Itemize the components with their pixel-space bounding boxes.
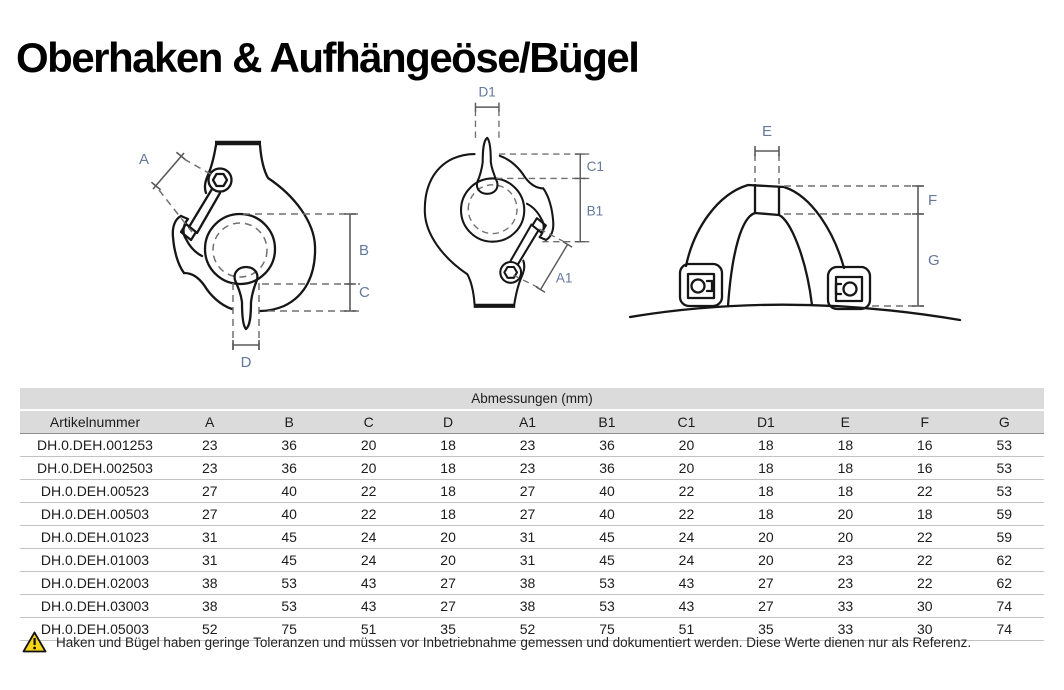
column-header-d: D	[408, 410, 487, 434]
table-body	[20, 434, 1044, 641]
column-header-c1: C1	[647, 410, 726, 434]
dimension-value: 38	[488, 595, 567, 618]
dimension-value: 62	[965, 572, 1044, 595]
table-header-row	[20, 410, 1044, 434]
dimension-value: 27	[488, 503, 567, 526]
dimension-value: 40	[567, 503, 646, 526]
dimension-value: 30	[885, 595, 964, 618]
table-row	[20, 572, 1044, 595]
column-header-d1: D1	[726, 410, 805, 434]
dimension-value: 53	[965, 457, 1044, 480]
dimension-value: 22	[885, 526, 964, 549]
table-row	[20, 434, 1044, 457]
column-header-c: C	[329, 410, 408, 434]
dimension-value: 40	[249, 480, 328, 503]
column-header-g: G	[965, 410, 1044, 434]
dimension-value: 36	[249, 457, 328, 480]
table-row	[20, 503, 1044, 526]
dimension-value: 20	[329, 457, 408, 480]
dimension-value: 75	[249, 618, 328, 641]
dimension-value: 22	[647, 503, 726, 526]
article-number: DH.0.DEH.01003	[20, 549, 170, 572]
dimension-value: 33	[806, 618, 885, 641]
diagram-hook-front-view	[128, 83, 388, 383]
dimension-value: 27	[726, 595, 805, 618]
dim-label-b1: B1	[586, 203, 604, 219]
dimension-value: 38	[170, 572, 249, 595]
dimension-value: 45	[249, 549, 328, 572]
footer-note	[22, 631, 1044, 653]
diagram-shackle-view	[628, 116, 963, 338]
dimension-value: 20	[647, 457, 726, 480]
dim-label-d1: D1	[478, 84, 496, 100]
dimension-value: 20	[806, 526, 885, 549]
page-title: Oberhaken & Aufhängeöse/Bügel	[16, 34, 639, 82]
dimension-value: 36	[567, 434, 646, 457]
article-number: DH.0.DEH.05003	[20, 618, 170, 641]
dimension-value: 24	[329, 526, 408, 549]
dimension-value: 22	[329, 480, 408, 503]
dimension-value: 35	[726, 618, 805, 641]
dimension-value: 18	[726, 457, 805, 480]
column-header-f: F	[885, 410, 964, 434]
column-header-a1: A1	[488, 410, 567, 434]
article-number: DH.0.DEH.01023	[20, 526, 170, 549]
dimension-value: 38	[488, 572, 567, 595]
dimension-value: 27	[170, 480, 249, 503]
dimension-value: 52	[488, 618, 567, 641]
dimension-value: 18	[806, 480, 885, 503]
dimension-value: 53	[567, 572, 646, 595]
article-number: DH.0.DEH.002503	[20, 457, 170, 480]
hook-back-illustration	[425, 138, 554, 306]
dimension-value: 74	[965, 618, 1044, 641]
table-caption: Abmessungen (mm)	[20, 388, 1044, 410]
dimension-value: 20	[647, 434, 726, 457]
dimension-value: 22	[329, 503, 408, 526]
dim-label-g: G	[928, 252, 940, 269]
dimension-value: 40	[567, 480, 646, 503]
dimension-value: 27	[408, 595, 487, 618]
dimension-value: 22	[885, 549, 964, 572]
dim-label-d: D	[240, 354, 252, 371]
column-header-b: B	[249, 410, 328, 434]
table-row	[20, 595, 1044, 618]
hook-front-illustration	[173, 143, 315, 329]
dimension-value: 20	[408, 526, 487, 549]
dimension-value: 36	[567, 457, 646, 480]
table-row	[20, 480, 1044, 503]
column-header-b1: B1	[567, 410, 646, 434]
table-caption-row	[20, 388, 1044, 410]
dimension-value: 53	[965, 480, 1044, 503]
table-row	[20, 549, 1044, 572]
dimension-value: 59	[965, 526, 1044, 549]
article-number: DH.0.DEH.03003	[20, 595, 170, 618]
dimension-value: 22	[885, 572, 964, 595]
dimension-value: 45	[249, 526, 328, 549]
dimension-value: 24	[329, 549, 408, 572]
dimension-value: 74	[965, 595, 1044, 618]
dimension-value: 43	[329, 572, 408, 595]
dimension-value: 23	[170, 457, 249, 480]
dimension-value: 23	[806, 572, 885, 595]
dimension-value: 18	[726, 503, 805, 526]
dim-label-e: E	[761, 123, 773, 140]
dimension-value: 20	[806, 503, 885, 526]
dim-label-f: F	[928, 192, 938, 209]
dimension-value: 59	[965, 503, 1044, 526]
article-number: DH.0.DEH.00523	[20, 480, 170, 503]
shackle-illustration	[630, 185, 960, 320]
dimension-value: 23	[170, 434, 249, 457]
dimension-value: 23	[806, 549, 885, 572]
dimension-value: 31	[488, 549, 567, 572]
article-number: DH.0.DEH.001253	[20, 434, 170, 457]
dimension-value: 18	[806, 434, 885, 457]
table-row	[20, 457, 1044, 480]
dim-label-a: A	[138, 151, 150, 168]
dimension-value: 53	[965, 434, 1044, 457]
dimension-value: 51	[647, 618, 726, 641]
dimension-value: 20	[726, 526, 805, 549]
dimension-value: 20	[329, 434, 408, 457]
dimension-value: 18	[885, 503, 964, 526]
dimension-value: 52	[170, 618, 249, 641]
dimension-value: 62	[965, 549, 1044, 572]
dimension-value: 40	[249, 503, 328, 526]
column-header-artikelnummer: Artikelnummer	[20, 410, 170, 434]
dimension-value: 24	[647, 526, 726, 549]
footer-note-text: Haken und Bügel haben geringe Toleranzen und müssen vor Inbetriebnahme gemessen und dokumentiert werden. Diese Werte dienen nur als Referenz.	[56, 634, 972, 650]
dimension-value: 27	[170, 503, 249, 526]
article-number: DH.0.DEH.00503	[20, 503, 170, 526]
article-number: DH.0.DEH.02003	[20, 572, 170, 595]
dimension-value: 27	[726, 572, 805, 595]
dimension-value: 43	[647, 595, 726, 618]
dimension-value: 23	[488, 457, 567, 480]
dimension-value: 30	[885, 618, 964, 641]
dimension-value: 27	[488, 480, 567, 503]
dim-label-c1: C1	[586, 159, 604, 175]
dimension-value: 18	[408, 480, 487, 503]
dimension-value: 18	[806, 457, 885, 480]
dimension-value: 16	[885, 434, 964, 457]
column-header-e: E	[806, 410, 885, 434]
dimension-value: 18	[726, 480, 805, 503]
column-header-a: A	[170, 410, 249, 434]
diagram-hook-back-view	[395, 80, 630, 351]
hook-front-dimensions	[139, 151, 370, 371]
dimensions-table	[20, 388, 1044, 641]
dimension-value: 22	[647, 480, 726, 503]
dimension-value: 18	[408, 434, 487, 457]
dim-label-a1: A1	[555, 270, 573, 286]
dim-label-c: C	[359, 284, 370, 301]
dimension-value: 23	[488, 434, 567, 457]
dimension-value: 31	[170, 526, 249, 549]
dimension-value: 51	[329, 618, 408, 641]
dimension-value: 16	[885, 457, 964, 480]
table-row	[20, 526, 1044, 549]
dim-label-b: B	[359, 242, 370, 259]
dimension-value: 20	[408, 549, 487, 572]
dimension-value: 18	[726, 434, 805, 457]
dimension-value: 31	[170, 549, 249, 572]
dimension-value: 53	[567, 595, 646, 618]
dimension-value: 20	[726, 549, 805, 572]
shackle-dimensions	[755, 123, 940, 306]
dimension-value: 31	[488, 526, 567, 549]
dimension-value: 33	[806, 595, 885, 618]
dimension-value: 38	[170, 595, 249, 618]
dimension-value: 43	[329, 595, 408, 618]
dimension-value: 27	[408, 572, 487, 595]
dimension-value: 53	[249, 595, 328, 618]
dimension-value: 43	[647, 572, 726, 595]
dimension-value: 18	[408, 503, 487, 526]
dimension-value: 35	[408, 618, 487, 641]
dimension-value: 22	[885, 480, 964, 503]
warning-triangle-icon	[22, 631, 47, 653]
dimension-value: 45	[567, 549, 646, 572]
dimension-value: 24	[647, 549, 726, 572]
dimension-value: 36	[249, 434, 328, 457]
dimension-value: 18	[408, 457, 487, 480]
dimension-value: 53	[249, 572, 328, 595]
dimension-value: 75	[567, 618, 646, 641]
dimension-value: 45	[567, 526, 646, 549]
